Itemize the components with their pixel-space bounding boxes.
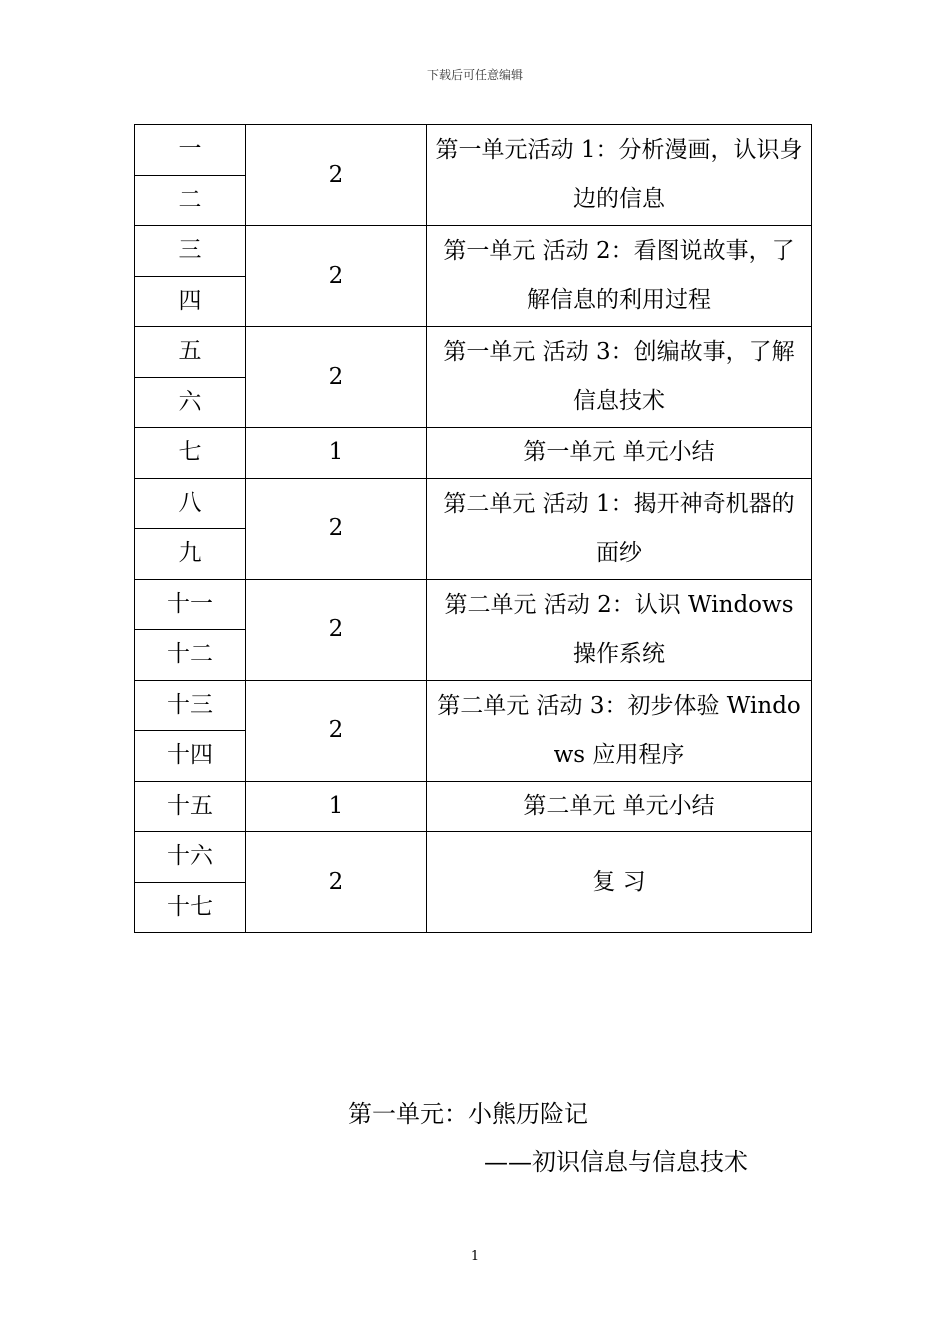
content-cell: 复 习 xyxy=(427,832,812,933)
week-cell: 十五 xyxy=(135,781,246,832)
table-row xyxy=(135,327,812,378)
week-cell: 十四 xyxy=(135,731,246,782)
hours-cell: 1 xyxy=(246,781,427,832)
content-cell: 第一单元 活动 3：创编故事，了解信息技术 xyxy=(427,327,812,428)
week-cell: 十六 xyxy=(135,832,246,883)
unit-title: 第一单元：小熊历险记 xyxy=(348,1100,588,1128)
week-cell: 八 xyxy=(135,478,246,529)
table-row xyxy=(135,781,812,832)
table-row xyxy=(135,428,812,479)
week-cell: 七 xyxy=(135,428,246,479)
hours-cell: 2 xyxy=(246,125,427,226)
week-cell: 一 xyxy=(135,125,246,176)
content-cell: 第一单元活动 1：分析漫画，认识身边的信息 xyxy=(427,125,812,226)
week-cell: 十三 xyxy=(135,680,246,731)
week-cell: 五 xyxy=(135,327,246,378)
hours-cell: 2 xyxy=(246,327,427,428)
table-row xyxy=(135,832,812,883)
table-row xyxy=(135,579,812,630)
table-row xyxy=(135,125,812,176)
table-row xyxy=(135,226,812,277)
week-cell: 四 xyxy=(135,276,246,327)
week-cell: 六 xyxy=(135,377,246,428)
week-cell: 九 xyxy=(135,529,246,580)
header-note: 下载后可任意编辑 xyxy=(426,68,523,82)
schedule-table xyxy=(134,124,812,933)
table-row xyxy=(135,478,812,529)
content-cell: 第二单元 活动 1：揭开神奇机器的面纱 xyxy=(427,478,812,579)
content-cell: 第二单元 活动 2：认识 Windows 操作系统 xyxy=(427,579,812,680)
week-cell: 十二 xyxy=(135,630,246,681)
hours-cell: 2 xyxy=(246,832,427,933)
page-number: 1 xyxy=(470,1249,480,1264)
hours-cell: 2 xyxy=(246,680,427,781)
content-cell: 第一单元 单元小结 xyxy=(427,428,812,479)
table-row xyxy=(135,680,812,731)
week-cell: 十七 xyxy=(135,882,246,933)
hours-cell: 1 xyxy=(246,428,427,479)
unit-subtitle: ——初识信息与信息技术 xyxy=(484,1148,748,1176)
hours-cell: 2 xyxy=(246,478,427,579)
week-cell: 十一 xyxy=(135,579,246,630)
hours-cell: 2 xyxy=(246,226,427,327)
week-cell: 二 xyxy=(135,175,246,226)
week-cell: 三 xyxy=(135,226,246,277)
content-cell: 第二单元 单元小结 xyxy=(427,781,812,832)
hours-cell: 2 xyxy=(246,579,427,680)
content-cell: 第二单元 活动 3：初步体验 Windows 应用程序 xyxy=(427,680,812,781)
content-cell: 第一单元 活动 2：看图说故事，了解信息的利用过程 xyxy=(427,226,812,327)
